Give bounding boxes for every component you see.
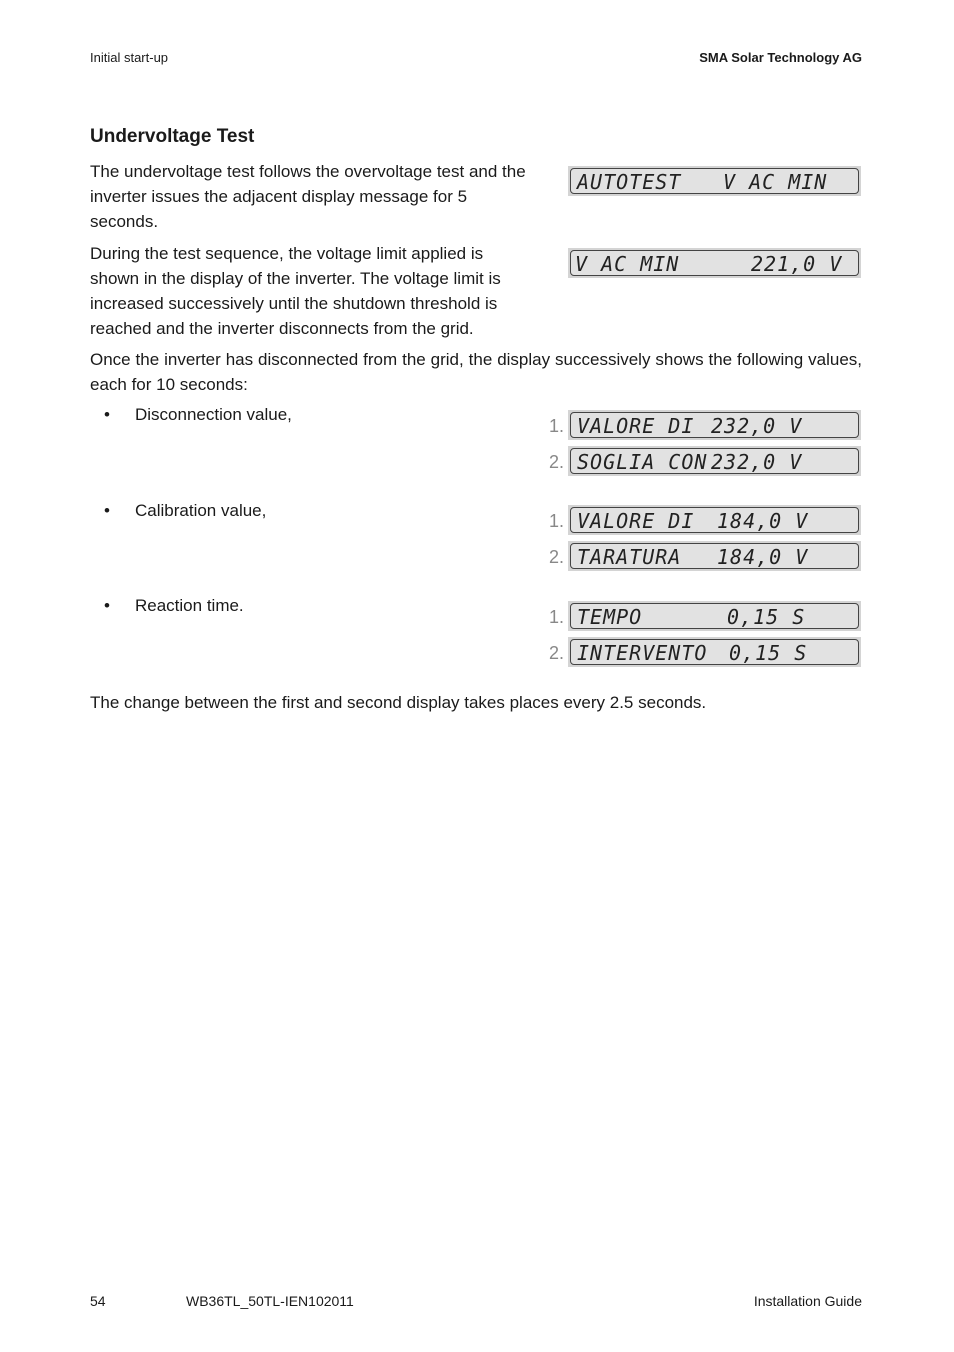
lcd-text-right: 221,0 V [751,252,843,276]
display-number: 1. [549,511,565,531]
display-number: 1. [549,607,565,627]
display-number: 2. [549,643,565,663]
lcd-text-left: AUTOTEST [577,170,682,194]
bullet-item [104,501,266,521]
lcd-display-reaction-2 [568,637,861,667]
lcd-text-left: VALORE DI [577,414,695,438]
footer-doc-id: WB36TL_50TL-IEN102011 [186,1293,354,1309]
header-section: Initial start-up [90,50,169,65]
bullet-dot: • [104,405,110,424]
bullet-label: Calibration value, [135,501,267,520]
bullet-item [104,596,244,616]
lcd-text-left: VALORE DI [577,509,695,533]
footer-page-number: 54 [90,1293,106,1309]
paragraph-intro: The undervoltage test follows the overvoltage test and the inverter issues the adjacent display message for 5 seconds. [90,162,526,231]
lcd-text-right: 184,0 V [717,509,809,533]
bullet-label: Disconnection value, [135,405,292,424]
lcd-text-left: TARATURA [577,545,682,569]
display-number: 2. [549,547,565,567]
lcd-text-left: TEMPO [577,605,643,629]
lcd-display-disconnection-1 [568,410,861,440]
lcd-text-right: V AC MIN [723,170,828,194]
lcd-text-right: 0,15 S [729,641,808,665]
lcd-display-calibration-2 [568,541,861,571]
lcd-text-right: 0,15 S [727,605,806,629]
paragraph-change-interval: The change between the first and second display takes places every 2.5 seconds. [90,693,707,712]
lcd-display-vacmin [568,248,861,278]
lcd-text-left: INTERVENTO [577,641,708,665]
lcd-display-disconnection-2 [568,446,861,476]
paragraph-test-sequence: During the test sequence, the voltage limit applied is shown in the display of the inverter. The voltage limit is increased successively until the shutdown threshold is reached and the inverter disconnects from the grid. [90,244,501,338]
lcd-text-right: 184,0 V [717,545,809,569]
lcd-text-left: SOGLIA CON [577,450,708,474]
display-number: 1. [549,416,565,436]
lcd-text-right: 232,0 V [711,414,803,438]
lcd-text-right: 232,0 V [711,450,803,474]
bullet-dot: • [104,501,110,520]
header-company: SMA Solar Technology AG [699,50,862,65]
lcd-display-reaction-1 [568,601,861,631]
bullet-item [104,405,292,425]
lcd-display-calibration-1 [568,505,861,535]
bullet-label: Reaction time. [135,596,244,615]
section-title: Undervoltage Test [90,126,255,147]
lcd-text-left: V AC MIN [575,252,680,276]
paragraph-disconnect: Once the inverter has disconnected from the grid, the display successively shows the following values, each for 10 seconds: [90,350,862,394]
bullet-dot: • [104,596,110,615]
footer-guide: Installation Guide [753,1293,862,1309]
lcd-display-autotest [568,166,861,196]
display-number: 2. [549,452,565,472]
